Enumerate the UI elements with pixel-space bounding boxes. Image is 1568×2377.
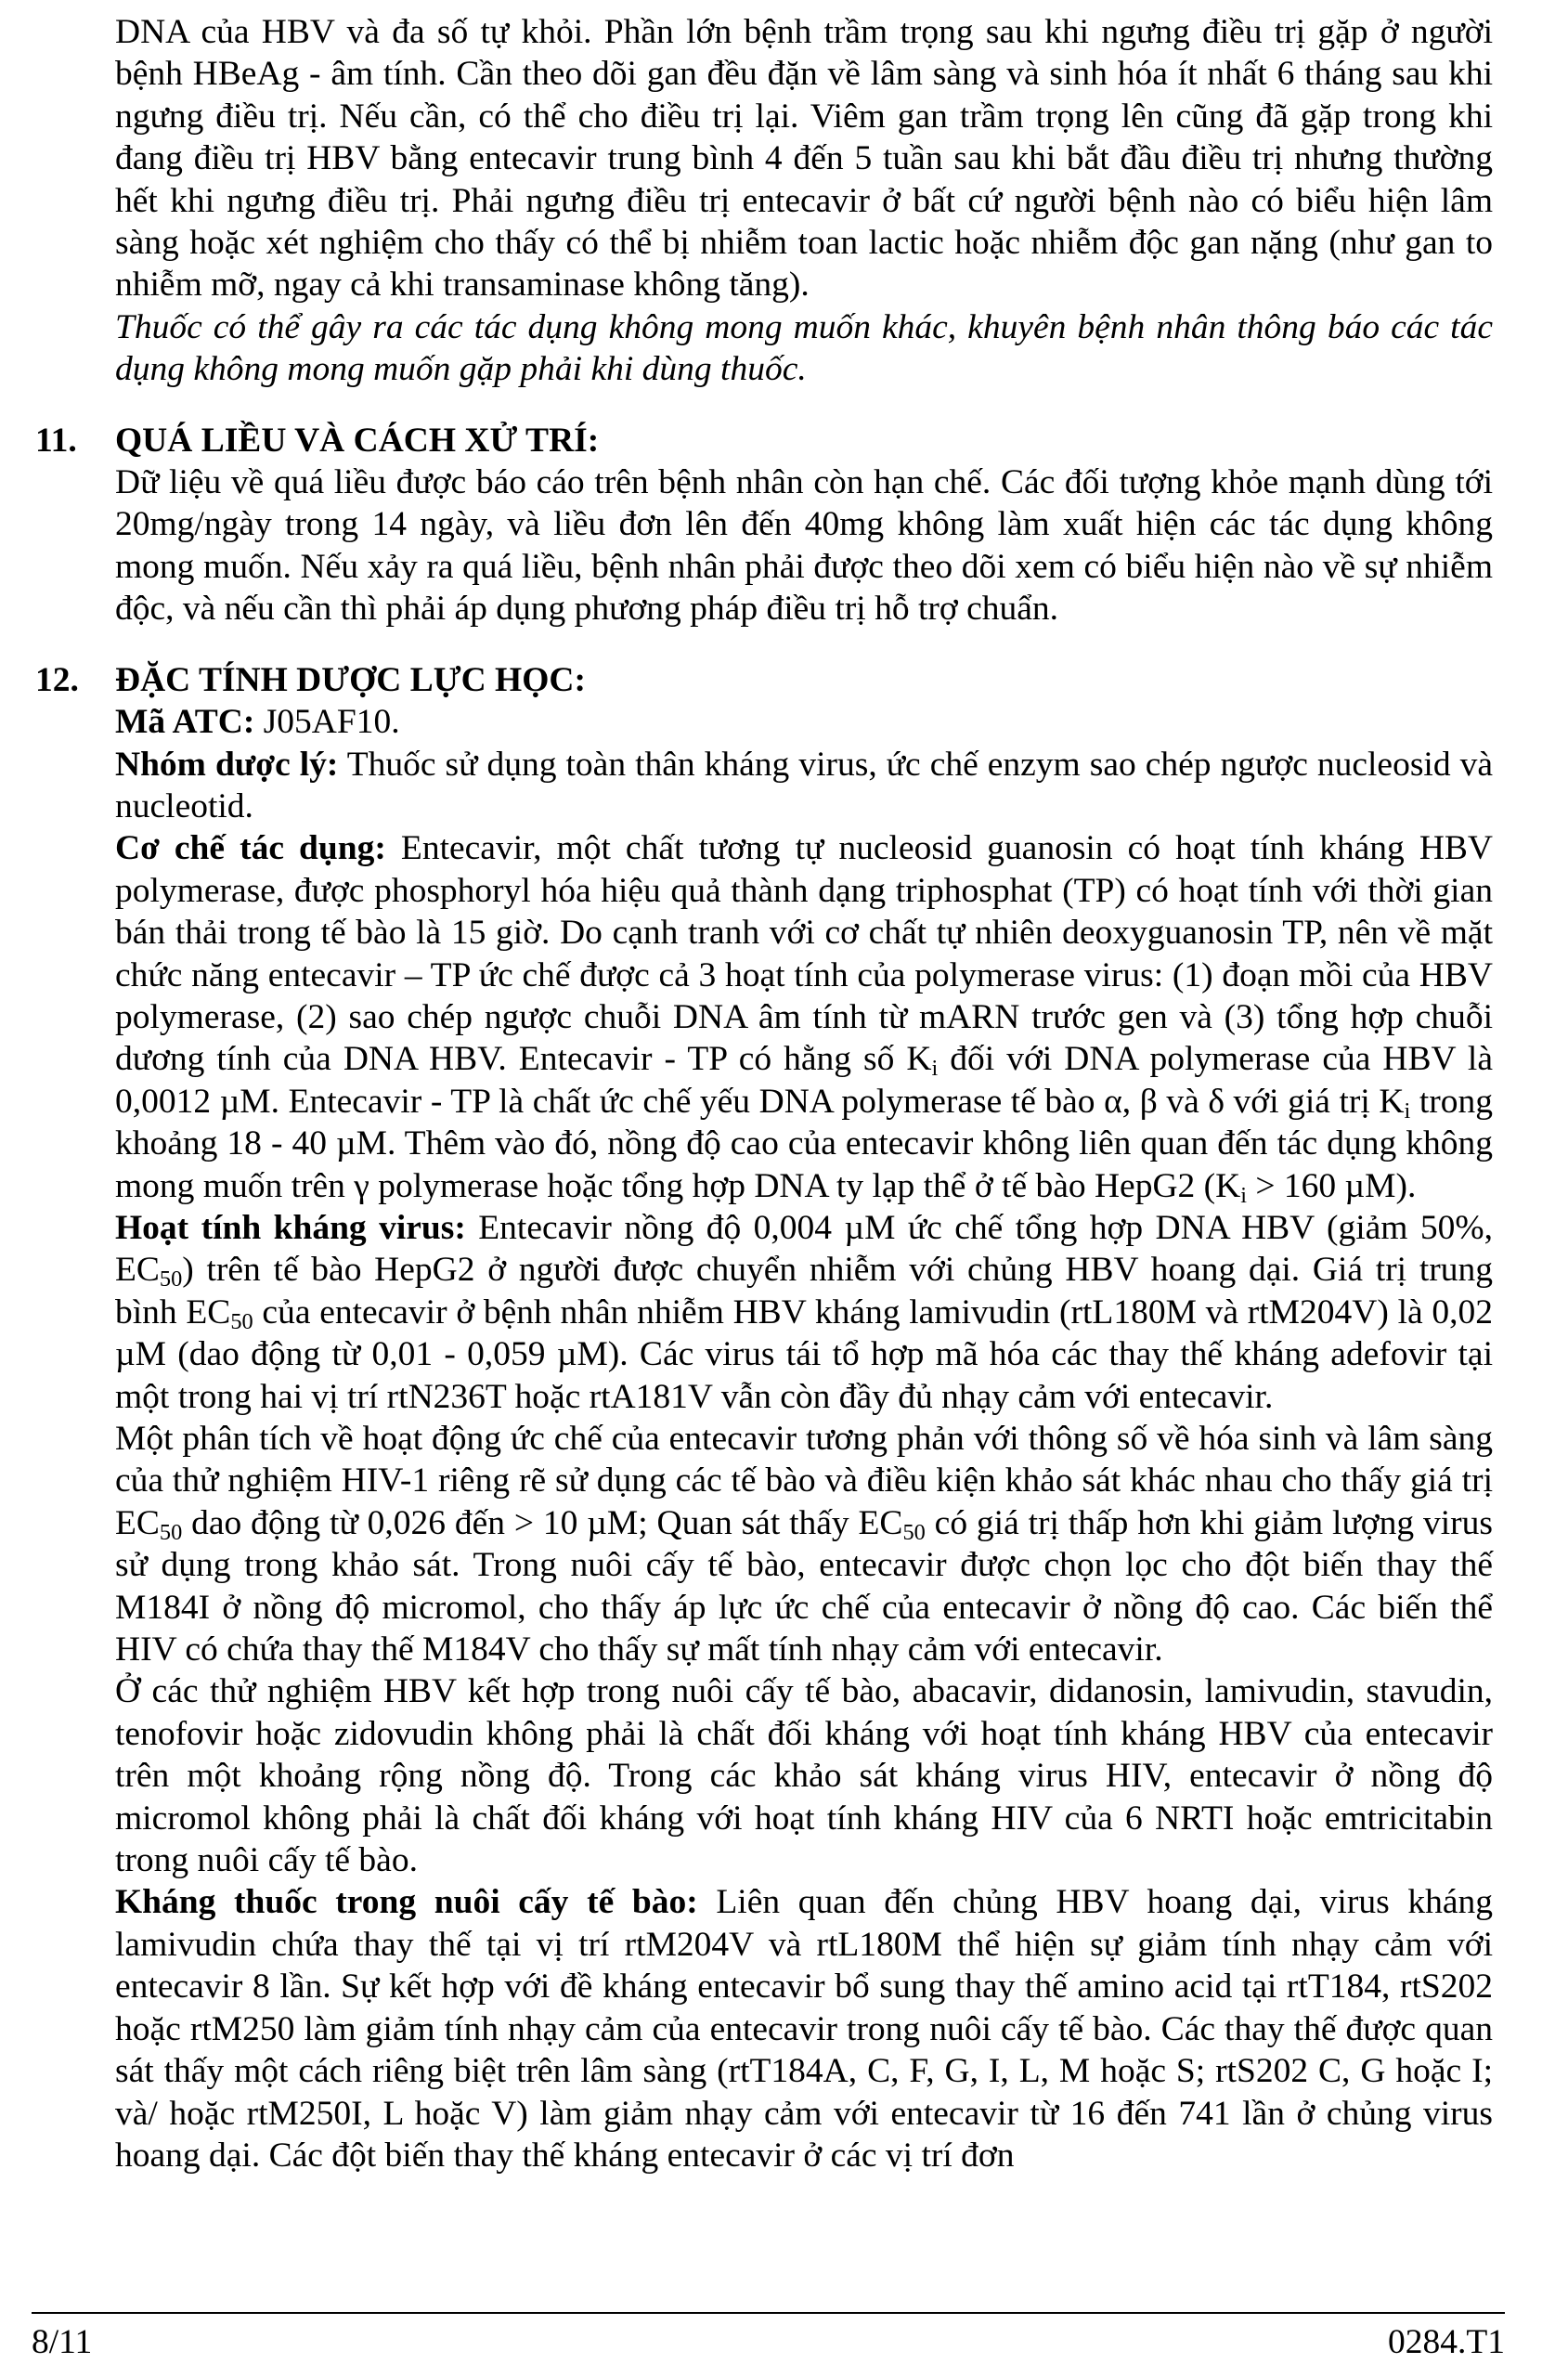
section-11-body [115,461,1493,630]
antiviral-text-3: của entecavir ở bệnh nhân nhiễm HBV kháng lamivudin (rtL180M và rtM204V) là 0,02 µM (dao động từ 0,01 - 0,059 µM). Các virus tái tổ hợp mã hóa các thay thế kháng adefovir tại một trong hai vị trí rtN236T hoặc rtA181V vẫn còn đầy đủ nhạy cảm với entecavir. [115,1292,1493,1416]
atc-value: J05AF10. [254,703,400,742]
section-11-number: 11. [35,421,77,460]
mechanism-text-2: đối với DNA polymerase của HBV là 0,0012 µM. Entecavir - TP là chất ức chế yếu DNA polymerase tế bào α, β và δ với giá trị K [115,1040,1493,1121]
resistance-label: Kháng thuốc trong nuôi cấy tế bào: [115,1883,698,1922]
ec50-subscript: 50 [159,1519,183,1545]
hiv-text-3: có giá trị thấp hơn khi giảm lượng virus sử dụng trong khảo sát. Trong nuôi cấy tế bào, entecavir được chọn lọc cho đột biến thay thế M184I ở nồng độ micromol, cho thấy áp lực ức chế của entecavir ở nồng độ cao. Các biến thể HIV có chứa thay thế M184V cho thấy sự mất tính nhạy cảm với entecavir. [115,1503,1493,1669]
intro-paragraph: DNA của HBV và đa số tự khỏi. Phần lớn bệnh trầm trọng sau khi ngưng điều trị gặp ở người bệnh HBeAg - âm tính. Cần theo dõi gan đều đặn về lâm sàng và sinh hóa ít nhất 6 tháng sau khi ngưng điều trị. Nếu cần, có thể cho điều trị lại. Viêm gan trầm trọng lên cũng đã gặp trong khi đang điều trị HBV bằng entecavir trung bình 4 đến 5 tuần sau khi bắt đầu điều trị nhưng thường hết khi ngưng điều trị. Phải ngưng điều trị entecavir ở bất cứ người bệnh nào có biểu hiện lâm sàng hoặc xét nghiệm cho thấy có thể bị nhiễm toan lactic hoặc nhiễm độc gan nặng (như gan to nhiễm mỡ, ngay cả khi transaminase không tăng). [115,13,1493,305]
resistance-paragraph [115,1881,1493,2176]
page-footer [32,2321,1505,2363]
section-11-title: QUÁ LIỀU VÀ CÁCH XỬ TRÍ: [115,421,600,460]
mechanism-text-4: > 160 µM). [1247,1166,1417,1205]
document-page [35,11,1494,2176]
section-12-title: ĐẶC TÍNH DƯỢC LỰC HỌC: [115,660,586,699]
ki-subscript: i [1240,1182,1248,1208]
mechanism-label: Cơ chế tác dụng: [115,829,386,868]
group-paragraph [115,744,1493,828]
group-label: Nhóm dược lý: [115,745,339,784]
hiv-text-1: Một phân tích về hoạt động ức chế của entecavir tương phản với thông số về hóa sinh và lâm sàng của thử nghiệm HIV-1 riêng rẽ sử dụng các tế bào và điều kiện khảo sát khác nhau cho thấy giá trị EC [115,1420,1493,1542]
section-11 [35,420,1493,630]
mechanism-text-1: Entecavir, một chất tương tự nucleosid guanosin có hoạt tính kháng HBV polymerase, được phosphoryl hóa hiệu quả thành dạng triphosphat (TP) có hoạt tính với thời gian bán thải trong tế bào là 15 giờ. Do cạnh tranh với cơ chất tự nhiên deoxyguanosin TP, nên về mặt chức năng entecavir – TP ức chế được cả 3 hoạt tính của polymerase virus: (1) đoạn mồi của HBV polymerase, (2) sao chép ngược chuỗi DNA âm tính từ mARN trước gen và (3) tổng hợp chuỗi dương tính của DNA HBV. Entecavir - TP có hằng số K [115,829,1494,1079]
mechanism-paragraph [115,827,1493,1207]
mechanism-text-3: trong khoảng 18 - 40 µM. Thêm vào đó, nồng độ cao của entecavir không liên quan đến tác dụng không mong muốn trên γ polymerase hoặc tổng hợp DNA ty lạp thể ở tế bào HepG2 (K [115,1082,1493,1205]
resistance-value: Liên quan đến chủng HBV hoang dại, virus kháng lamivudin chứa thay thế tại vị trí rtM204V và rtL180M thể hiện sự giảm tính nhạy cảm với entecavir 8 lần. Sự kết hợp với đề kháng entecavir bổ sung thay thế amino acid tại rtT184, rtS202 hoặc rtM250 làm giảm tính nhạy cảm của entecavir trong nuôi cấy tế bào. Các thay thế được quan sát thấy một cách riêng biệt trên lâm sàng (rtT184A, C, F, G, I, L, M hoặc S; rtS202 C, G hoặc I; và/ hoặc rtM250I, L hoặc V) làm giảm nhạy cảm với entecavir từ 16 đến 741 lần ở chủng virus hoang dại. Các đột biến thay thế kháng entecavir ở các vị trí đơn [115,1883,1493,2175]
intro-block [115,11,1493,391]
antiviral-text-1: Entecavir nồng độ 0,004 µM ức chế tổng hợp DNA HBV (giảm 50%, EC [115,1208,1493,1290]
hiv-text-2: dao động từ 0,026 đến > 10 µM; Quan sát thấy EC [182,1503,903,1542]
italic-note: Thuốc có thể gây ra các tác dụng không mong muốn khác, khuyên bệnh nhân thông báo các tác dụng không mong muốn gặp phải khi dùng thuốc. [115,307,1493,389]
group-value: Thuốc sử dụng toàn thân kháng virus, ức chế enzym sao chép ngược nucleosid và nucleotid. [115,745,1493,825]
section-11-paragraph: Dữ liệu về quá liều được báo cáo trên bệnh nhân còn hạn chế. Các đối tượng khỏe mạnh dùng tới 20mg/ngày trong 14 ngày, và liều đơn lên đến 40mg không làm xuất hiện các tác dụng không mong muốn. Nếu xảy ra quá liều, bệnh nhân phải được theo dõi xem có biểu hiện nào về sự nhiễm độc, và nếu cần thì phải áp dụng phương pháp điều trị hỗ trợ chuẩn. [115,463,1493,629]
atc-line [115,701,1493,743]
ec50-subscript: 50 [230,1308,253,1334]
hiv-paragraph [115,1418,1493,1670]
section-12-number: 12. [35,660,79,699]
antiviral-text-2: ) trên tế bào HepG2 ở người được chuyển nhiễm với chủng HBV hoang dại. Giá trị trung bình EC [115,1251,1493,1331]
document-code: 0284.T1 [1387,2323,1505,2361]
section-12-heading [35,659,1493,701]
antiviral-paragraph [115,1207,1493,1418]
page-number: 8/11 [32,2323,93,2361]
ki-subscript: i [931,1056,939,1082]
antiviral-label: Hoạt tính kháng virus: [115,1208,466,1247]
ec50-subscript: 50 [159,1266,183,1292]
section-12 [35,659,1494,2177]
section-12-body [115,701,1493,2176]
footer-rule [32,2312,1505,2314]
combination-paragraph: Ở các thử nghiệm HBV kết hợp trong nuôi cấy tế bào, abacavir, didanosin, lamivudin, stavudin, tenofovir hoặc zidovudin không phải là chất đối kháng với hoạt tính kháng HBV của entecavir trên một khoảng rộng nồng độ. Trong các khảo sát kháng virus HIV, entecavir ở nồng độ micromol không phải là chất đối kháng với hoạt tính kháng HIV của 6 NRTI hoặc emtricitabin trong nuôi cấy tế bào. [115,1672,1493,1880]
ki-subscript: i [1404,1098,1411,1124]
atc-label: Mã ATC: [115,703,255,742]
section-11-heading [35,420,1493,461]
ec50-subscript: 50 [902,1519,926,1545]
